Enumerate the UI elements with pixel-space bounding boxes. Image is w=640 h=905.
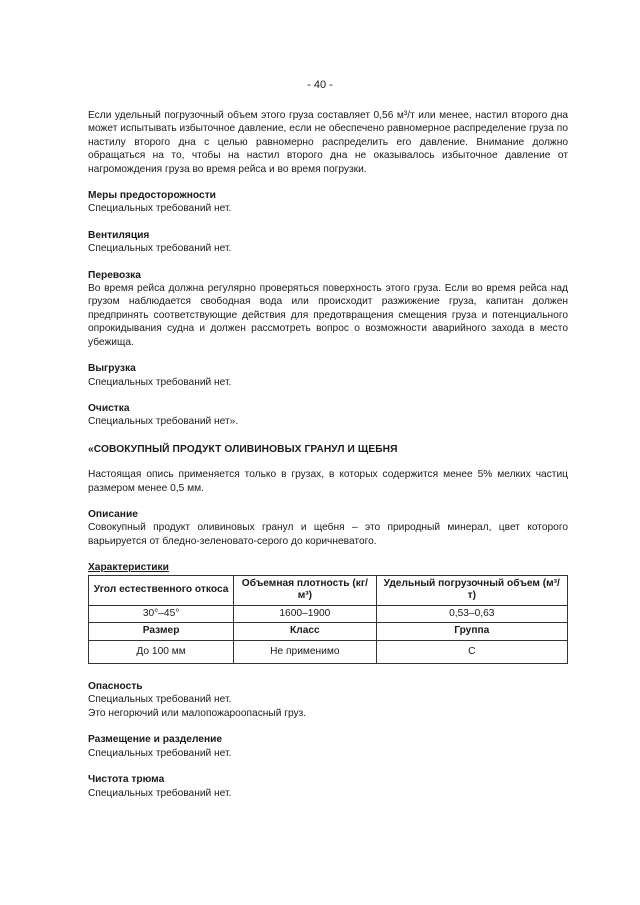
page-number: - 40 - — [307, 79, 333, 91]
section-text: Специальных требований нет. — [88, 376, 232, 388]
table-header-row — [89, 623, 568, 641]
table-row — [89, 605, 568, 623]
section-heading: Очистка — [88, 402, 130, 414]
header-cell: Угол естественного откоса — [89, 575, 234, 605]
table-cell: C — [376, 640, 567, 664]
section-text: Специальных требований нет. — [88, 243, 232, 255]
section-heading: Чистота трюма — [88, 774, 165, 786]
section-ventilation — [88, 229, 568, 256]
header-cell: Удельный погрузочный объем (м³/т) — [376, 575, 567, 605]
table-cell: 1600–1900 — [234, 605, 376, 623]
table-cell: До 100 мм — [89, 640, 234, 664]
section-text: Специальных требований нет. — [88, 694, 232, 706]
table-header-row — [89, 575, 568, 605]
section-discharge — [88, 362, 568, 389]
characteristics-table — [88, 575, 568, 665]
table-row — [89, 640, 568, 664]
header-cell: Объемная плотность (кг/м³) — [234, 575, 376, 605]
section-heading: Выгрузка — [88, 363, 136, 375]
page-content — [88, 109, 568, 800]
section-stowage — [88, 733, 568, 760]
section-heading: Вентиляция — [88, 229, 150, 241]
section-precautions — [88, 189, 568, 216]
header-cell: Класс — [234, 623, 376, 641]
section-carriage — [88, 269, 568, 349]
header-cell: Размер — [89, 623, 234, 641]
header-cell: Группа — [376, 623, 567, 641]
section-clean-up — [88, 402, 568, 429]
section-text: Совокупный продукт оливиновых гранул и щебня – это природный минерал, цвет которого варьируется от бледно-зеленовато-серого до коричневатого. — [88, 522, 568, 547]
section-heading: Опасность — [88, 681, 143, 693]
section-text: Во время рейса должна регулярно проверяться поверхность этого груза. Если во время рейса над грузом наблюдается свободная вода или происходит разжижение груза, капитан должен предпринять соответствующие действия для предотвращения смещения груза и потенциального опрокидывания судна и должен рассмотреть вопрос о возможности аварийного захода в место убежища. — [88, 283, 568, 348]
section-text: Специальных требований нет. — [88, 787, 232, 799]
table-cell: Не применимо — [234, 640, 376, 664]
section-heading: Перевозка — [88, 269, 141, 281]
intro-paragraph: Если удельный погрузочный объем этого груза составляет 0,56 м³/т или менее, настил второго дна может испытывать избыточное давление, если не обеспечено равномерное распределение груза по настилу второго дна с целью равномерно распределить его давление. Внимание должно обращаться на то, чтобы на настил второго дна не оказывалось избыточное давление от нагромождения груза во время рейса и во время погрузки. — [88, 110, 568, 175]
section-text: Это негорючий или малопожароопасный груз. — [88, 707, 307, 719]
section-hazard — [88, 680, 568, 720]
applicability-paragraph: Настоящая опись применяется только в грузах, в которых содержится менее 5% мелких частиц размером менее 0,5 мм. — [88, 469, 568, 494]
section-text: Специальных требований нет». — [88, 416, 239, 428]
section-hold-cleanliness — [88, 773, 568, 800]
section-description — [88, 508, 568, 548]
section-heading: Меры предосторожности — [88, 190, 216, 202]
cargo-title: «СОВОКУПНЫЙ ПРОДУКТ ОЛИВИНОВЫХ ГРАНУЛ И ЩЕБНЯ — [88, 443, 398, 455]
table-cell: 30°–45° — [89, 605, 234, 623]
section-heading: Описание — [88, 508, 138, 520]
section-heading: Размещение и разделение — [88, 734, 223, 746]
section-text: Специальных требований нет. — [88, 203, 232, 215]
characteristics-title: Характеристики — [88, 562, 169, 574]
table-cell: 0,53–0,63 — [376, 605, 567, 623]
section-text: Специальных требований нет. — [88, 747, 232, 759]
